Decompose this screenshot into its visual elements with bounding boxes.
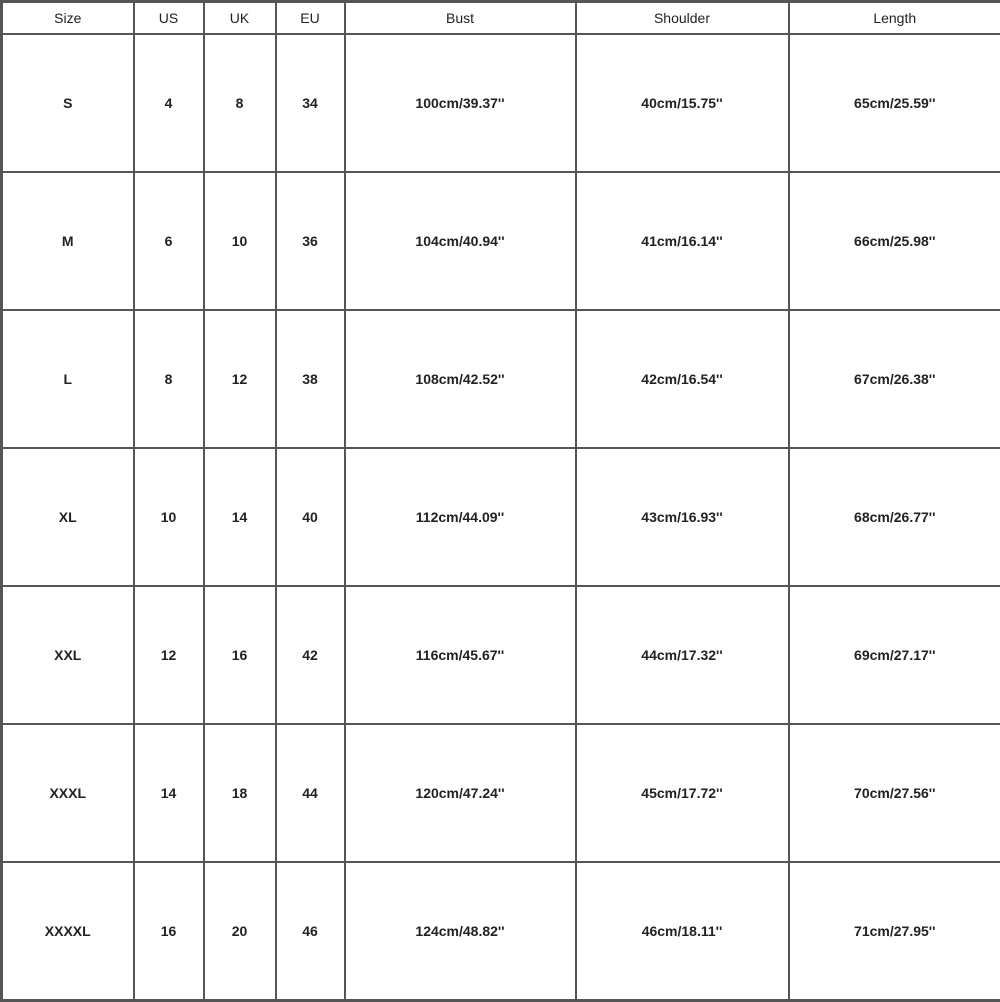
cell-bust: 108cm/42.52'' (345, 310, 576, 448)
cell-length: 67cm/26.38'' (789, 310, 1000, 448)
cell-length: 70cm/27.56'' (789, 724, 1000, 862)
column-header-length: Length (789, 2, 1000, 35)
cell-size: L (2, 310, 134, 448)
table-row (2, 310, 1000, 448)
cell-size: M (2, 172, 134, 310)
cell-size: XXXL (2, 724, 134, 862)
cell-us: 14 (134, 724, 204, 862)
cell-bust: 116cm/45.67'' (345, 586, 576, 724)
cell-uk: 12 (204, 310, 276, 448)
table-row (2, 34, 1000, 172)
table-row (2, 862, 1000, 1001)
cell-size: XXXXL (2, 862, 134, 1001)
cell-bust: 124cm/48.82'' (345, 862, 576, 1001)
cell-eu: 34 (276, 34, 345, 172)
cell-uk: 10 (204, 172, 276, 310)
cell-shoulder: 40cm/15.75'' (576, 34, 789, 172)
cell-bust: 112cm/44.09'' (345, 448, 576, 586)
cell-shoulder: 45cm/17.72'' (576, 724, 789, 862)
cell-us: 8 (134, 310, 204, 448)
cell-eu: 42 (276, 586, 345, 724)
cell-bust: 120cm/47.24'' (345, 724, 576, 862)
cell-length: 68cm/26.77'' (789, 448, 1000, 586)
column-header-bust: Bust (345, 2, 576, 35)
cell-eu: 46 (276, 862, 345, 1001)
cell-eu: 38 (276, 310, 345, 448)
cell-shoulder: 44cm/17.32'' (576, 586, 789, 724)
column-header-shoulder: Shoulder (576, 2, 789, 35)
cell-shoulder: 43cm/16.93'' (576, 448, 789, 586)
column-header-us: US (134, 2, 204, 35)
cell-length: 65cm/25.59'' (789, 34, 1000, 172)
table-row (2, 448, 1000, 586)
cell-size: XXL (2, 586, 134, 724)
cell-uk: 16 (204, 586, 276, 724)
cell-size: S (2, 34, 134, 172)
cell-size: XL (2, 448, 134, 586)
cell-us: 16 (134, 862, 204, 1001)
cell-uk: 20 (204, 862, 276, 1001)
column-header-size: Size (2, 2, 134, 35)
cell-length: 71cm/27.95'' (789, 862, 1000, 1001)
table-row (2, 586, 1000, 724)
cell-uk: 14 (204, 448, 276, 586)
cell-us: 12 (134, 586, 204, 724)
cell-eu: 44 (276, 724, 345, 862)
cell-uk: 18 (204, 724, 276, 862)
column-header-uk: UK (204, 2, 276, 35)
table-header-row (2, 2, 1000, 35)
column-header-eu: EU (276, 2, 345, 35)
cell-uk: 8 (204, 34, 276, 172)
cell-shoulder: 42cm/16.54'' (576, 310, 789, 448)
cell-length: 66cm/25.98'' (789, 172, 1000, 310)
cell-us: 6 (134, 172, 204, 310)
cell-shoulder: 41cm/16.14'' (576, 172, 789, 310)
cell-eu: 40 (276, 448, 345, 586)
cell-bust: 100cm/39.37'' (345, 34, 576, 172)
cell-us: 4 (134, 34, 204, 172)
cell-length: 69cm/27.17'' (789, 586, 1000, 724)
table-row (2, 172, 1000, 310)
cell-shoulder: 46cm/18.11'' (576, 862, 789, 1001)
cell-us: 10 (134, 448, 204, 586)
table-row (2, 724, 1000, 862)
cell-eu: 36 (276, 172, 345, 310)
cell-bust: 104cm/40.94'' (345, 172, 576, 310)
